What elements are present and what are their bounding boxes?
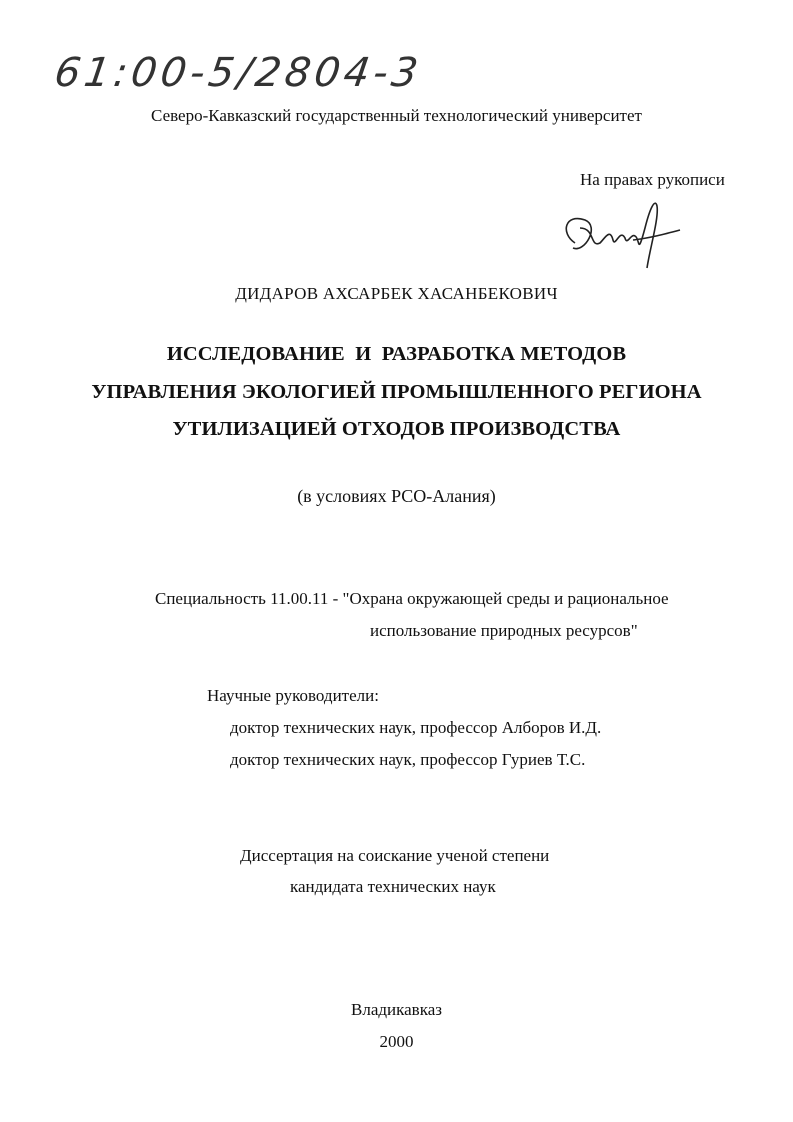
degree-line-2: кандидата технических наук bbox=[290, 877, 496, 896]
author-name: ДИДАРОВ АХСАРБЕК ХАСАНБЕКОВИЧ bbox=[235, 284, 558, 303]
city: Владикавказ bbox=[351, 1000, 442, 1019]
title-line-3: УТИЛИЗАЦИЕЙ ОТХОДОВ ПРОИЗВОДСТВА bbox=[172, 418, 621, 440]
signature bbox=[555, 198, 685, 278]
manuscript-rights: На правах рукописи bbox=[580, 170, 725, 189]
advisor-1: доктор технических наук, профессор Алборов И.Д. bbox=[230, 718, 602, 737]
advisors-label: Научные руководители: bbox=[207, 686, 379, 705]
handwritten-catalog-number: 61:00-5/2804-3 bbox=[51, 50, 425, 96]
subtitle: (в условиях РСО-Алания) bbox=[297, 486, 496, 506]
title-line-2: УПРАВЛЕНИЯ ЭКОЛОГИЕЙ ПРОМЫШЛЕННОГО РЕГИОНА bbox=[91, 381, 702, 403]
university-name: Северо-Кавказский государственный технологический университет bbox=[151, 106, 642, 125]
specialty-line-1: Специальность 11.00.11 - "Охрана окружающей среды и рациональное bbox=[155, 589, 669, 608]
year: 2000 bbox=[379, 1032, 414, 1051]
specialty-line-2: использование природных ресурсов" bbox=[370, 621, 638, 640]
title-line-1: ИССЛЕДОВАНИЕ И РАЗРАБОТКА МЕТОДОВ bbox=[166, 343, 627, 365]
degree-line-1: Диссертация на соискание ученой степени bbox=[240, 846, 550, 865]
advisor-2: доктор технических наук, профессор Гуриев Т.С. bbox=[230, 750, 586, 769]
